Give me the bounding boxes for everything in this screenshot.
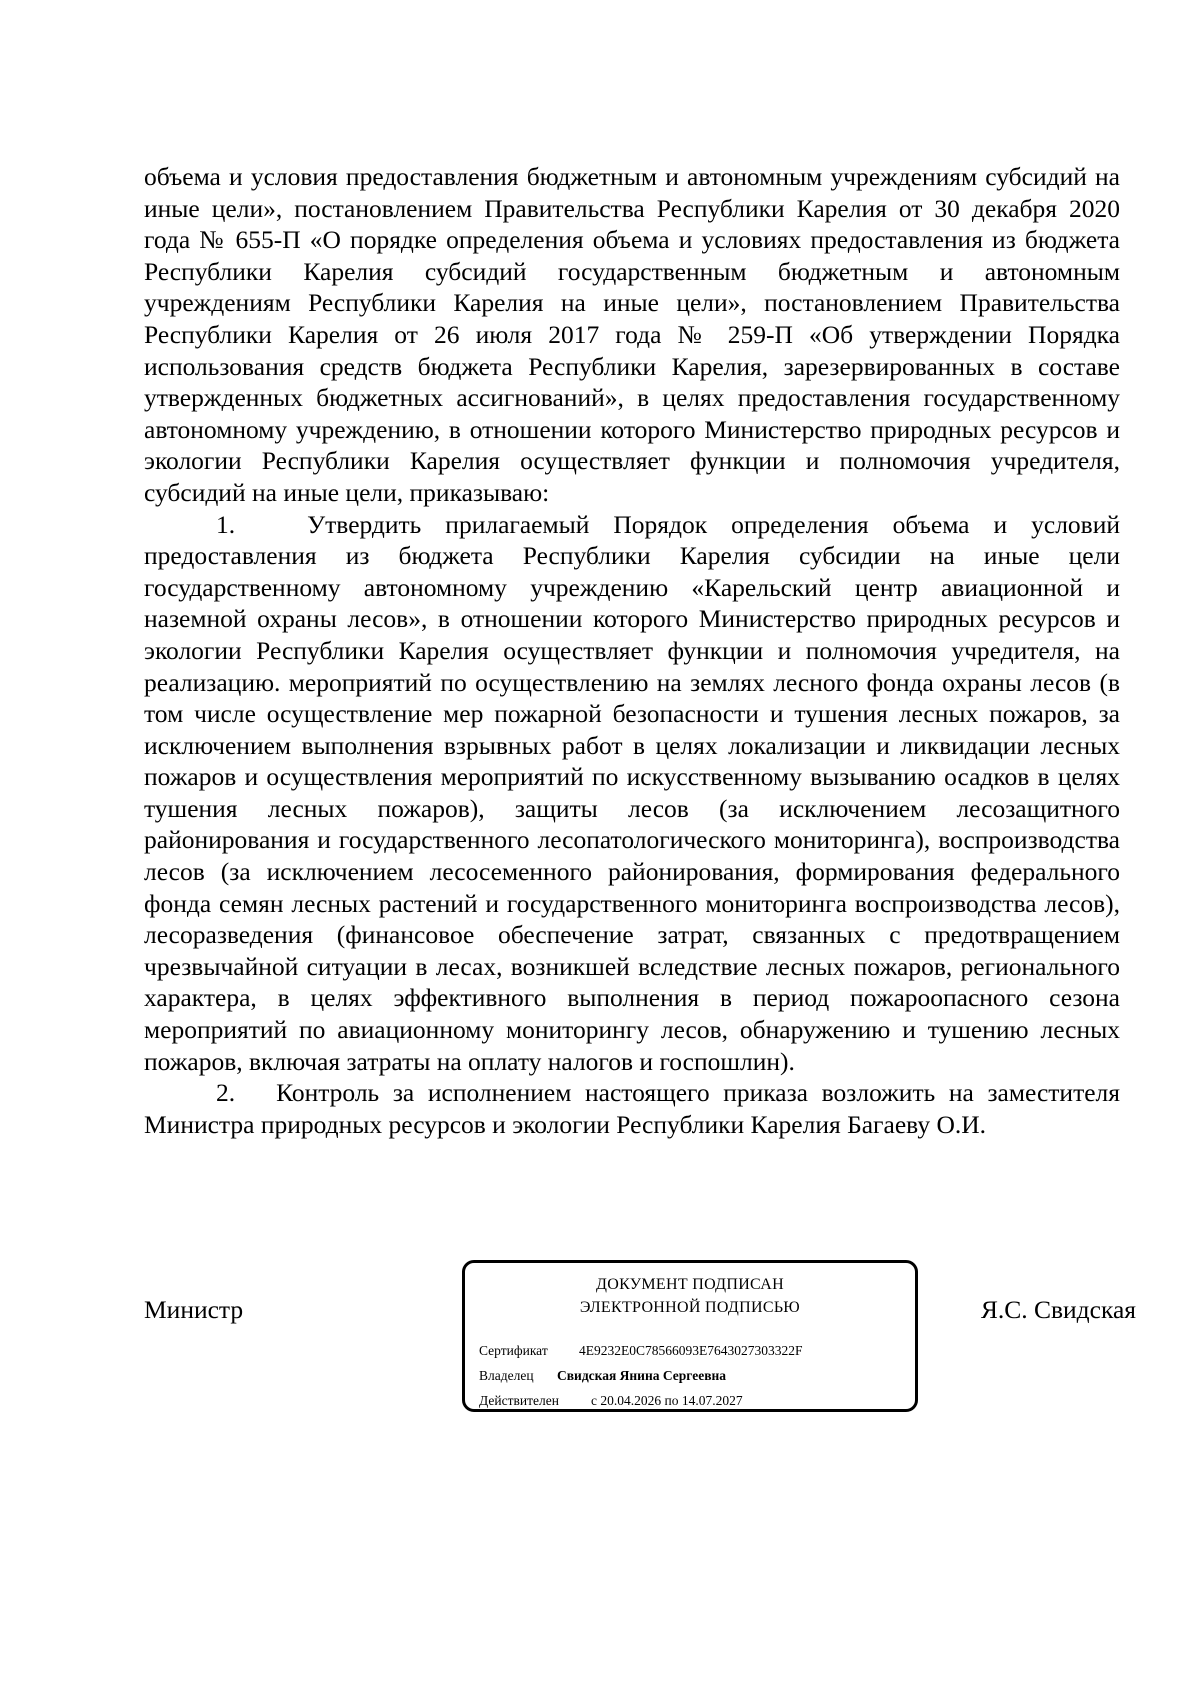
electronic-signature-stamp xyxy=(462,1260,918,1412)
stamp-owner-value: Свидская Янина Сергеевна xyxy=(557,1368,727,1383)
stamp-validity-value: с 20.04.2026 по 14.07.2027 xyxy=(591,1393,743,1408)
stamp-certificate-value: 4E9232E0C78566093E7643027303322F xyxy=(579,1343,803,1358)
paragraph-item-1: 1. Утвердить прилагаемый Порядок определения объема и условий предоставления из бюджета Республики Карелия субсидии на иные цели государственному автономному учреждению «Карельский центр авиационной и наземной охраны лесов», в отношении которого Министерство природных ресурсов и экологии Республики Карелия осуществляет функции и полномочия учредителя, на реализацию. мероприятий по осуществлению на землях лесного фонда охраны лесов (в том числе осуществление мер пожарной безопасности и тушения лесных пожаров, за исключением выполнения взрывных работ в целях локализации и ликвидации лесных пожаров и осуществления мероприятий по искусственному вызыванию осадков в целях тушения лесных пожаров), защиты лесов (за исключением лесозащитного районирования и государственного лесопатологического мониторинга), воспроизводства лесов (за исключением лесосеменного районирования, формирования федерального фонда семян лесных растений и государственного мониторинга воспроизводства лесов), лесоразведения (финансовое обеспечение затрат, связанных с предотвращением чрезвычайной ситуации в лесах, возникшей вследствие лесных пожаров, регионального характера, в целях эффективного выполнения в период пожароопасного сезона мероприятий по авиационному мониторингу лесов, обнаружению и тушению лесных пожаров, включая затраты на оплату налогов и госпошлин). xyxy=(144,509,1120,1076)
signatory-name: Я.С. Свидская xyxy=(980,1295,1136,1324)
paragraph-item-2: 2. Контроль за исполнением настоящего приказа возложить на заместителя Министра природных ресурсов и экологии Республики Карелия Багаеву О.И. xyxy=(144,1078,1120,1139)
stamp-owner-label: Владелец xyxy=(479,1368,534,1383)
stamp-validity-label: Действителен xyxy=(479,1393,559,1408)
stamp-title-line-2: ЭЛЕКТРОННОЙ ПОДПИСЬЮ xyxy=(579,1299,801,1316)
signatory-position: Министр xyxy=(144,1295,244,1324)
stamp-title xyxy=(465,1273,915,1319)
stamp-certificate-label: Сертификат xyxy=(479,1343,548,1358)
paragraph-preamble: объема и условия предоставления бюджетным и автономным учреждениям субсидий на иные цели», постановлением Правительства Республики Карелия от 30 декабря 2020 года № 655-П «О порядке определения объема и условиях предоставления из бюджета Республики Карелия субсидий государственным бюджетным и автономным учреждениям Республики Карелия на иные цели», постановлением Правительства Республики Карелия от 26 июля 2017 года № 259-П «Об утверждении Порядка использования средств бюджета Республики Карелия, зарезервированных в составе утвержденных бюджетных ассигнований», в целях предоставления государственному автономному учреждению, в отношении которого Министерство природных ресурсов и экологии Республики Карелия осуществляет функции и полномочия учредителя, субсидий на иные цели, приказываю: xyxy=(144,162,1120,507)
stamp-title-line-1: ДОКУМЕНТ ПОДПИСАН xyxy=(596,1276,784,1293)
stamp-owner-row xyxy=(479,1367,726,1385)
document-body xyxy=(144,161,1120,1140)
stamp-validity-row xyxy=(479,1392,743,1410)
stamp-certificate-row xyxy=(479,1342,803,1360)
